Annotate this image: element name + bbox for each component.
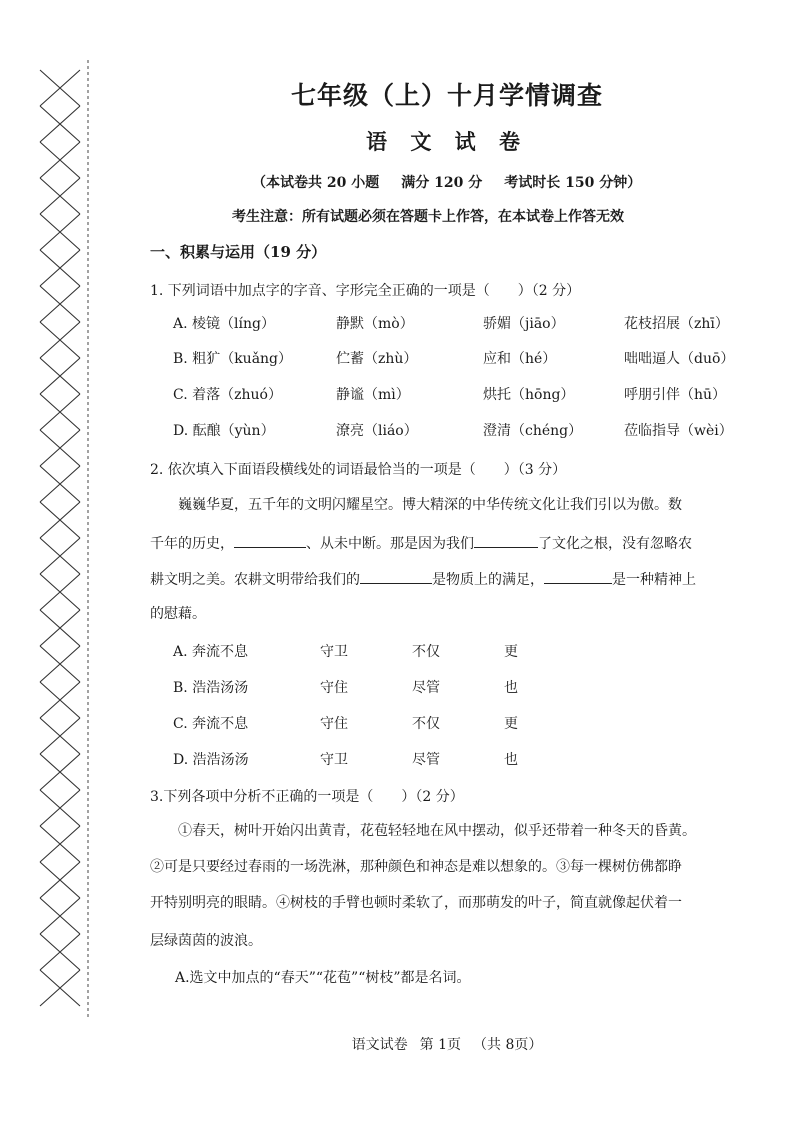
- footer-total: （共 8页）: [473, 1037, 543, 1053]
- q1-c3: 烘托（hōng）: [483, 387, 575, 403]
- q3-line-4: 层绿茵茵的波浪。: [150, 933, 262, 949]
- cross-mark: [40, 754, 80, 790]
- cross-mark: [40, 934, 80, 970]
- exam-info: [252, 172, 663, 192]
- q2-a1: A. 奔流不息: [173, 644, 249, 660]
- cross-mark: [40, 610, 80, 646]
- q2-line-2b: 、从未中断。那是因为我们: [306, 536, 474, 552]
- q2-a3: 不仅: [412, 644, 440, 660]
- blank-1: [234, 533, 306, 548]
- cross-mark: [40, 214, 80, 250]
- q2-d4: 也: [504, 752, 518, 768]
- q2-line-3c: 是一种精神上: [612, 572, 696, 588]
- cross-mark: [40, 466, 80, 502]
- q2-line-4: 的慰藉。: [150, 606, 206, 622]
- q1-b1: B. 粗犷（kuǎng）: [173, 351, 293, 367]
- q2-c4: 更: [504, 716, 518, 732]
- q1-a1: A. 棱镜（líng）: [173, 316, 275, 332]
- q1-a4: 花枝招展（zhī）: [624, 316, 729, 332]
- info-duration: 考试时长 150 分钟）: [504, 175, 642, 191]
- cross-mark: [40, 322, 80, 358]
- q2-c1: C. 奔流不息: [173, 716, 249, 732]
- blank-2: [474, 533, 538, 548]
- q3-option-a: A.选文中加点的“春天”“花苞”“树枝”都是名词。: [175, 970, 471, 986]
- q3-line-3: 开特别明亮的眼睛。④树枝的手臂也顿时柔软了，而那萌发的叶子，简直就像起伏着一: [150, 895, 682, 911]
- q1-a2: 静默（mò）: [336, 316, 414, 332]
- q2-c2: 守住: [320, 716, 348, 732]
- q1-c1: C. 着落（zhuó）: [173, 387, 282, 403]
- page-footer: [0, 1034, 794, 1054]
- q1-b3: 应和（hé）: [483, 351, 557, 367]
- cross-mark: [40, 574, 80, 610]
- q2-line-2c: 了文化之根，没有忽略农: [538, 536, 692, 552]
- section-heading: 一、积累与运用（19 分）: [150, 243, 327, 261]
- q1-b2: 伫蓄（zhù）: [336, 351, 418, 367]
- q1-d1: D. 酝酿（yùn）: [173, 423, 275, 439]
- q2-d2: 守卫: [320, 752, 348, 768]
- cross-mark: [40, 862, 80, 898]
- q1-a3: 骄媚（jiāo）: [483, 316, 565, 332]
- q2-stem: 2. 依次填入下面语段横线处的词语最恰当的一项是（ ）（3 分）: [150, 462, 567, 478]
- q2-d3: 尽管: [412, 752, 440, 768]
- cross-mark: [40, 394, 80, 430]
- q3-line-2: ②可是只要经过春雨的一场洗淋，那种颜色和神态是难以想象的。③每一棵树仿佛都睁: [150, 859, 682, 875]
- q2-line-2: [150, 533, 692, 553]
- q2-b2: 守住: [320, 680, 348, 696]
- q2-line-2a: 千年的历史，: [150, 536, 234, 552]
- q2-c3: 不仅: [412, 716, 440, 732]
- binding-margin: [0, 0, 100, 1123]
- cross-mark: [40, 970, 80, 1006]
- q2-b4: 也: [504, 680, 518, 696]
- q2-line-1: 巍巍华夏，五千年的文明闪耀星空。博大精深的中华传统文化让我们引以为傲。数: [178, 497, 682, 513]
- q3-stem: 3.下列各项中分析不正确的一项是（ ）（2 分）: [150, 789, 464, 805]
- q2-a2: 守卫: [320, 644, 348, 660]
- footer-page: 第 1页: [419, 1037, 461, 1053]
- blank-3: [360, 569, 432, 584]
- info-questions: （本试卷共 20 小题: [252, 175, 380, 191]
- cross-mark: [40, 718, 80, 754]
- cross-mark: [40, 826, 80, 862]
- footer-name: 语文试卷: [351, 1037, 408, 1053]
- blank-4: [544, 569, 612, 584]
- cross-mark: [40, 898, 80, 934]
- cross-marks: [40, 70, 80, 1006]
- q2-line-3: [150, 569, 696, 589]
- q3-line-1: ①春天，树叶开始闪出黄青，花苞轻轻地在风中摆动，似乎还带着一种冬天的昏黄。: [178, 823, 696, 839]
- q1-d3: 澄清（chéng）: [483, 423, 583, 439]
- exam-title: 七年级（上）十月学情调查: [290, 81, 603, 110]
- exam-notice: 考生注意：所有试题必须在答题卡上作答，在本试卷上作答无效: [232, 209, 624, 225]
- cross-mark: [40, 178, 80, 214]
- cross-mark: [40, 646, 80, 682]
- cross-mark: [40, 358, 80, 394]
- info-score: 满分 120 分: [401, 175, 483, 191]
- cross-mark: [40, 430, 80, 466]
- q1-c2: 静谧（mì）: [336, 387, 410, 403]
- cross-mark: [40, 538, 80, 574]
- q2-d1: D. 浩浩汤汤: [173, 752, 249, 768]
- q2-line-3a: 耕文明之美。农耕文明带给我们的: [150, 572, 360, 588]
- q1-stem: 1. 下列词语中加点字的字音、字形完全正确的一项是（ ）（2 分）: [150, 283, 581, 299]
- q2-line-3b: 是物质上的满足，: [432, 572, 544, 588]
- cross-mark: [40, 790, 80, 826]
- cross-mark: [40, 250, 80, 286]
- q1-d2: 潦亮（liáo）: [336, 423, 418, 439]
- q1-b4: 咄咄逼人（duō）: [624, 351, 735, 367]
- q2-a4: 更: [504, 644, 518, 660]
- exam-subtitle: 语 文 试 卷: [366, 129, 528, 154]
- cross-mark: [40, 286, 80, 322]
- q2-b3: 尽管: [412, 680, 440, 696]
- cross-mark: [40, 682, 80, 718]
- q2-b1: B. 浩浩汤汤: [173, 680, 249, 696]
- cross-mark: [40, 502, 80, 538]
- q1-c4: 呼朋引伴（hū）: [624, 387, 727, 403]
- q1-d4: 莅临指导（wèi）: [624, 423, 733, 439]
